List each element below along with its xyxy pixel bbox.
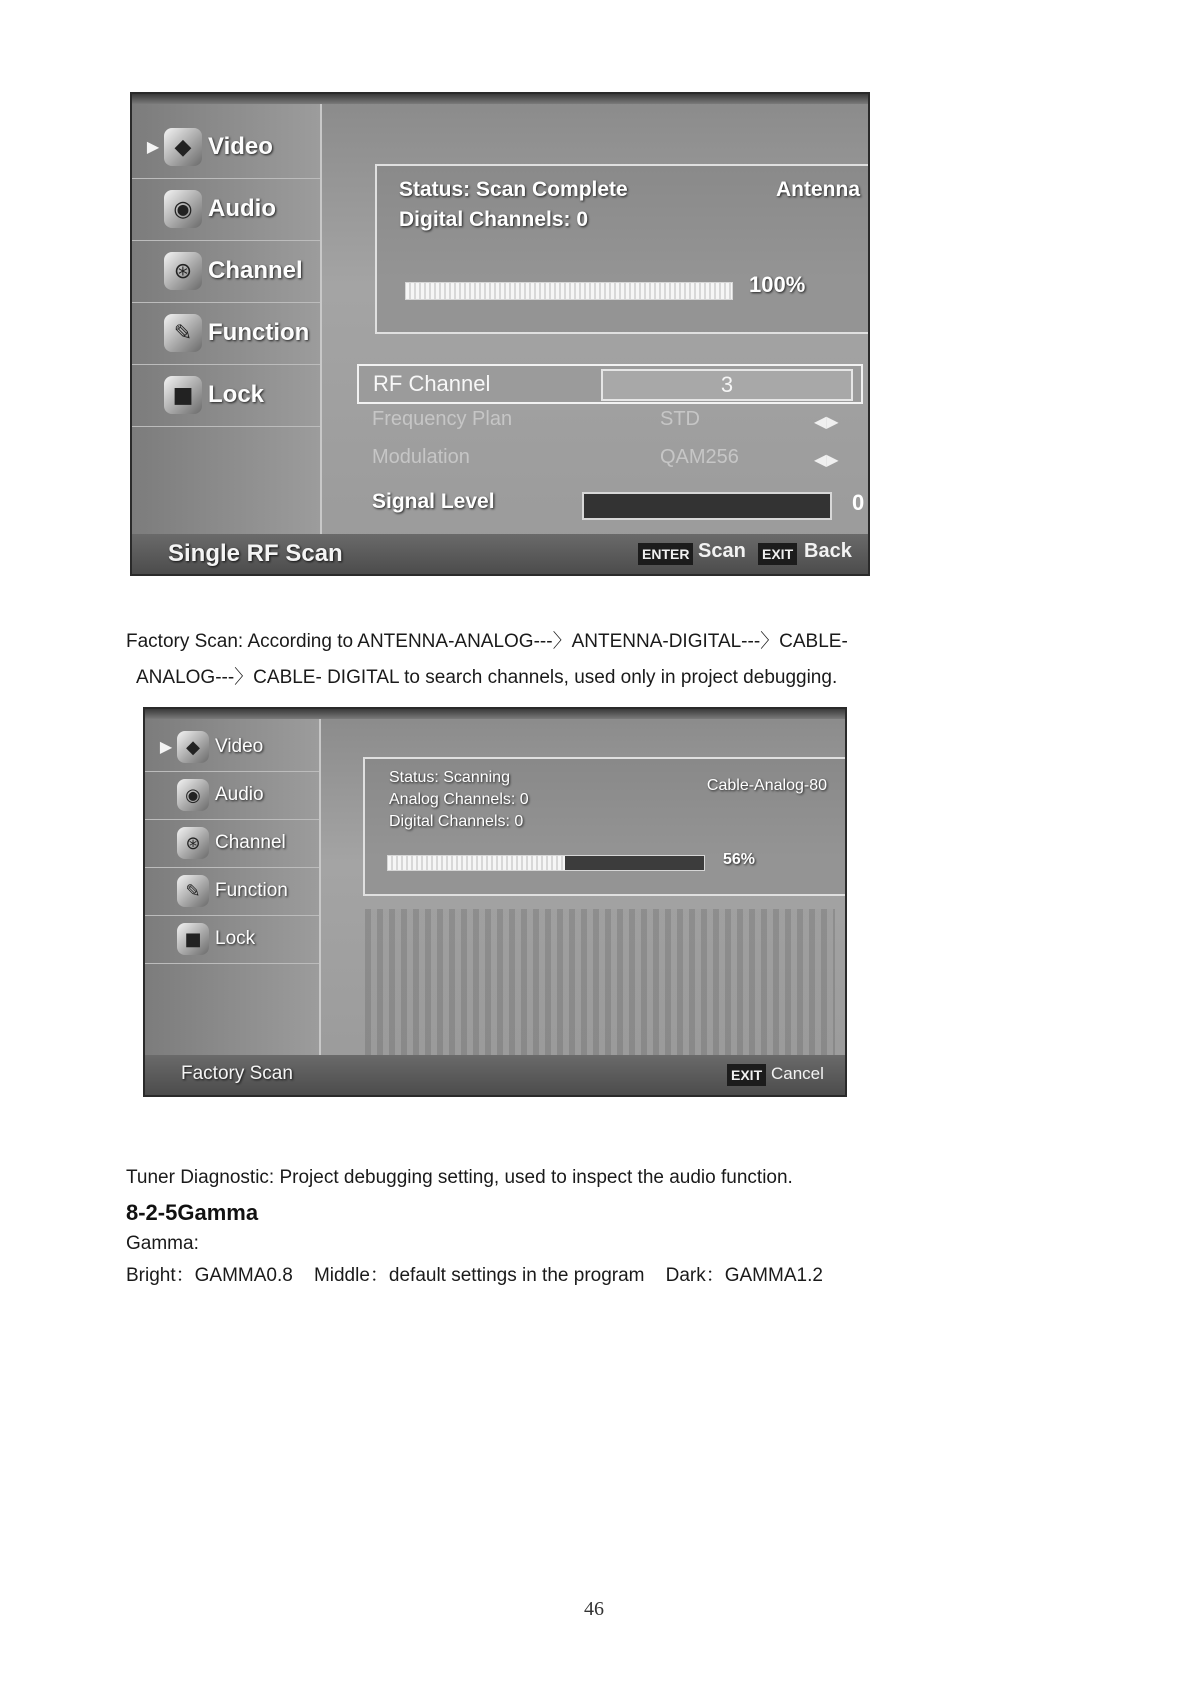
- menu-item-label: Video: [215, 736, 264, 757]
- signal-level-label: Signal Level: [372, 490, 495, 513]
- screen-title: Factory Scan: [181, 1063, 293, 1084]
- factory-scan-line-1: Factory Scan: According to ANTENNA-ANALOG---〉ANTENNA-DIGITAL---〉CABLE-: [126, 631, 848, 652]
- screen-bottom-bar: [132, 534, 868, 574]
- menu-item-lock[interactable]: [145, 915, 319, 964]
- rf-channel-row[interactable]: [357, 364, 863, 404]
- menu-item-channel[interactable]: [132, 240, 320, 303]
- enter-action-label: Scan: [698, 540, 746, 562]
- menu-item-label: Function: [208, 319, 310, 346]
- scan-status-box: [363, 757, 847, 896]
- analog-channels-count: Analog Channels: 0: [389, 791, 529, 808]
- modulation-label: Modulation: [372, 446, 470, 468]
- factory-scan-screenshot: [143, 707, 847, 1097]
- digital-channels-count: Digital Channels: 0: [399, 208, 589, 231]
- menu-item-function[interactable]: [145, 867, 319, 916]
- left-right-arrows-icon[interactable]: ◀▶: [814, 450, 839, 469]
- page-number: 46: [584, 1598, 604, 1620]
- scan-progress-bar: [387, 855, 705, 871]
- single-rf-scan-screenshot: [130, 92, 870, 576]
- screen-top-bar: [145, 709, 845, 719]
- channel-icon: ⊛: [177, 827, 209, 859]
- function-icon: ✎: [177, 875, 209, 907]
- scan-progress-percent: 100%: [749, 272, 806, 297]
- menu-item-lock[interactable]: [132, 364, 320, 427]
- exit-action-label: Cancel: [771, 1064, 824, 1083]
- audio-icon: ◉: [164, 190, 202, 228]
- video-icon: ◆: [164, 128, 202, 166]
- signal-level-value: 0: [852, 490, 865, 515]
- selection-arrow-icon: ▶: [146, 139, 160, 156]
- rf-channel-label: RF Channel: [373, 371, 491, 396]
- menu-item-label: Audio: [215, 784, 264, 805]
- screen-bottom-bar: [145, 1055, 845, 1095]
- menu-item-label: Function: [215, 880, 288, 901]
- frequency-plan-row[interactable]: [372, 408, 852, 438]
- frequency-plan-label: Frequency Plan: [372, 408, 513, 430]
- rf-channel-input[interactable]: 3: [601, 369, 853, 401]
- screen-title: Single RF Scan: [168, 540, 343, 567]
- scan-source: Antenna: [776, 178, 860, 201]
- enter-key-badge[interactable]: ENTER: [638, 543, 693, 565]
- scan-progress-bar: [405, 282, 733, 300]
- exit-action-label: Back: [804, 540, 852, 562]
- menu-item-label: Audio: [208, 195, 276, 222]
- tuner-diagnostic-text: Tuner Diagnostic: Project debugging setting, used to inspect the audio function.: [126, 1167, 793, 1188]
- scan-progress-fill: [388, 856, 565, 870]
- menu-item-function[interactable]: [132, 302, 320, 365]
- scan-status-text: Status: Scanning: [389, 769, 510, 786]
- left-right-arrows-icon[interactable]: ◀▶: [814, 412, 839, 431]
- lock-icon: ■: [164, 376, 202, 414]
- frequency-plan-value: STD: [660, 408, 700, 430]
- side-menu: [145, 719, 321, 1055]
- menu-item-channel[interactable]: [145, 819, 319, 868]
- exit-key-badge[interactable]: EXIT: [727, 1064, 766, 1086]
- digital-channels-count: Digital Channels: 0: [389, 813, 524, 830]
- screen-glare: [365, 909, 835, 1059]
- menu-item-audio[interactable]: [145, 771, 319, 820]
- signal-level-bar: [582, 492, 832, 520]
- menu-item-video[interactable]: [145, 723, 319, 772]
- menu-item-label: Lock: [208, 381, 265, 408]
- menu-item-label: Lock: [215, 928, 256, 949]
- factory-scan-description: [126, 624, 1026, 696]
- lock-icon: ■: [177, 923, 209, 955]
- scan-source: Cable-Analog-80: [706, 777, 827, 794]
- menu-item-label: Channel: [215, 832, 286, 853]
- modulation-row[interactable]: [372, 446, 852, 476]
- menu-item-label: Video: [208, 133, 273, 160]
- menu-item-video[interactable]: [132, 116, 320, 179]
- scan-progress-percent: 56%: [723, 851, 756, 868]
- menu-item-audio[interactable]: [132, 178, 320, 241]
- screen-top-bar: [132, 94, 868, 104]
- exit-key-badge[interactable]: EXIT: [758, 543, 797, 565]
- scan-status-text: Status: Scan Complete: [399, 178, 628, 201]
- audio-icon: ◉: [177, 779, 209, 811]
- function-icon: ✎: [164, 314, 202, 352]
- scan-status-box: [375, 164, 870, 334]
- video-icon: ◆: [177, 731, 209, 763]
- menu-item-label: Channel: [208, 257, 303, 284]
- side-menu: [132, 104, 322, 534]
- gamma-heading: 8-2-5Gamma: [126, 1200, 259, 1225]
- gamma-options: Bright：GAMMA0.8 Middle：default settings in the program Dark：GAMMA1.2: [126, 1265, 823, 1286]
- gamma-label: Gamma:: [126, 1233, 199, 1254]
- factory-scan-line-2: ANALOG---〉CABLE- DIGITAL to search channels, used only in project debugging.: [136, 667, 838, 688]
- channel-icon: ⊛: [164, 252, 202, 290]
- modulation-value: QAM256: [660, 446, 739, 468]
- selection-arrow-icon: ▶: [159, 739, 173, 756]
- scan-progress-fill: [406, 283, 732, 299]
